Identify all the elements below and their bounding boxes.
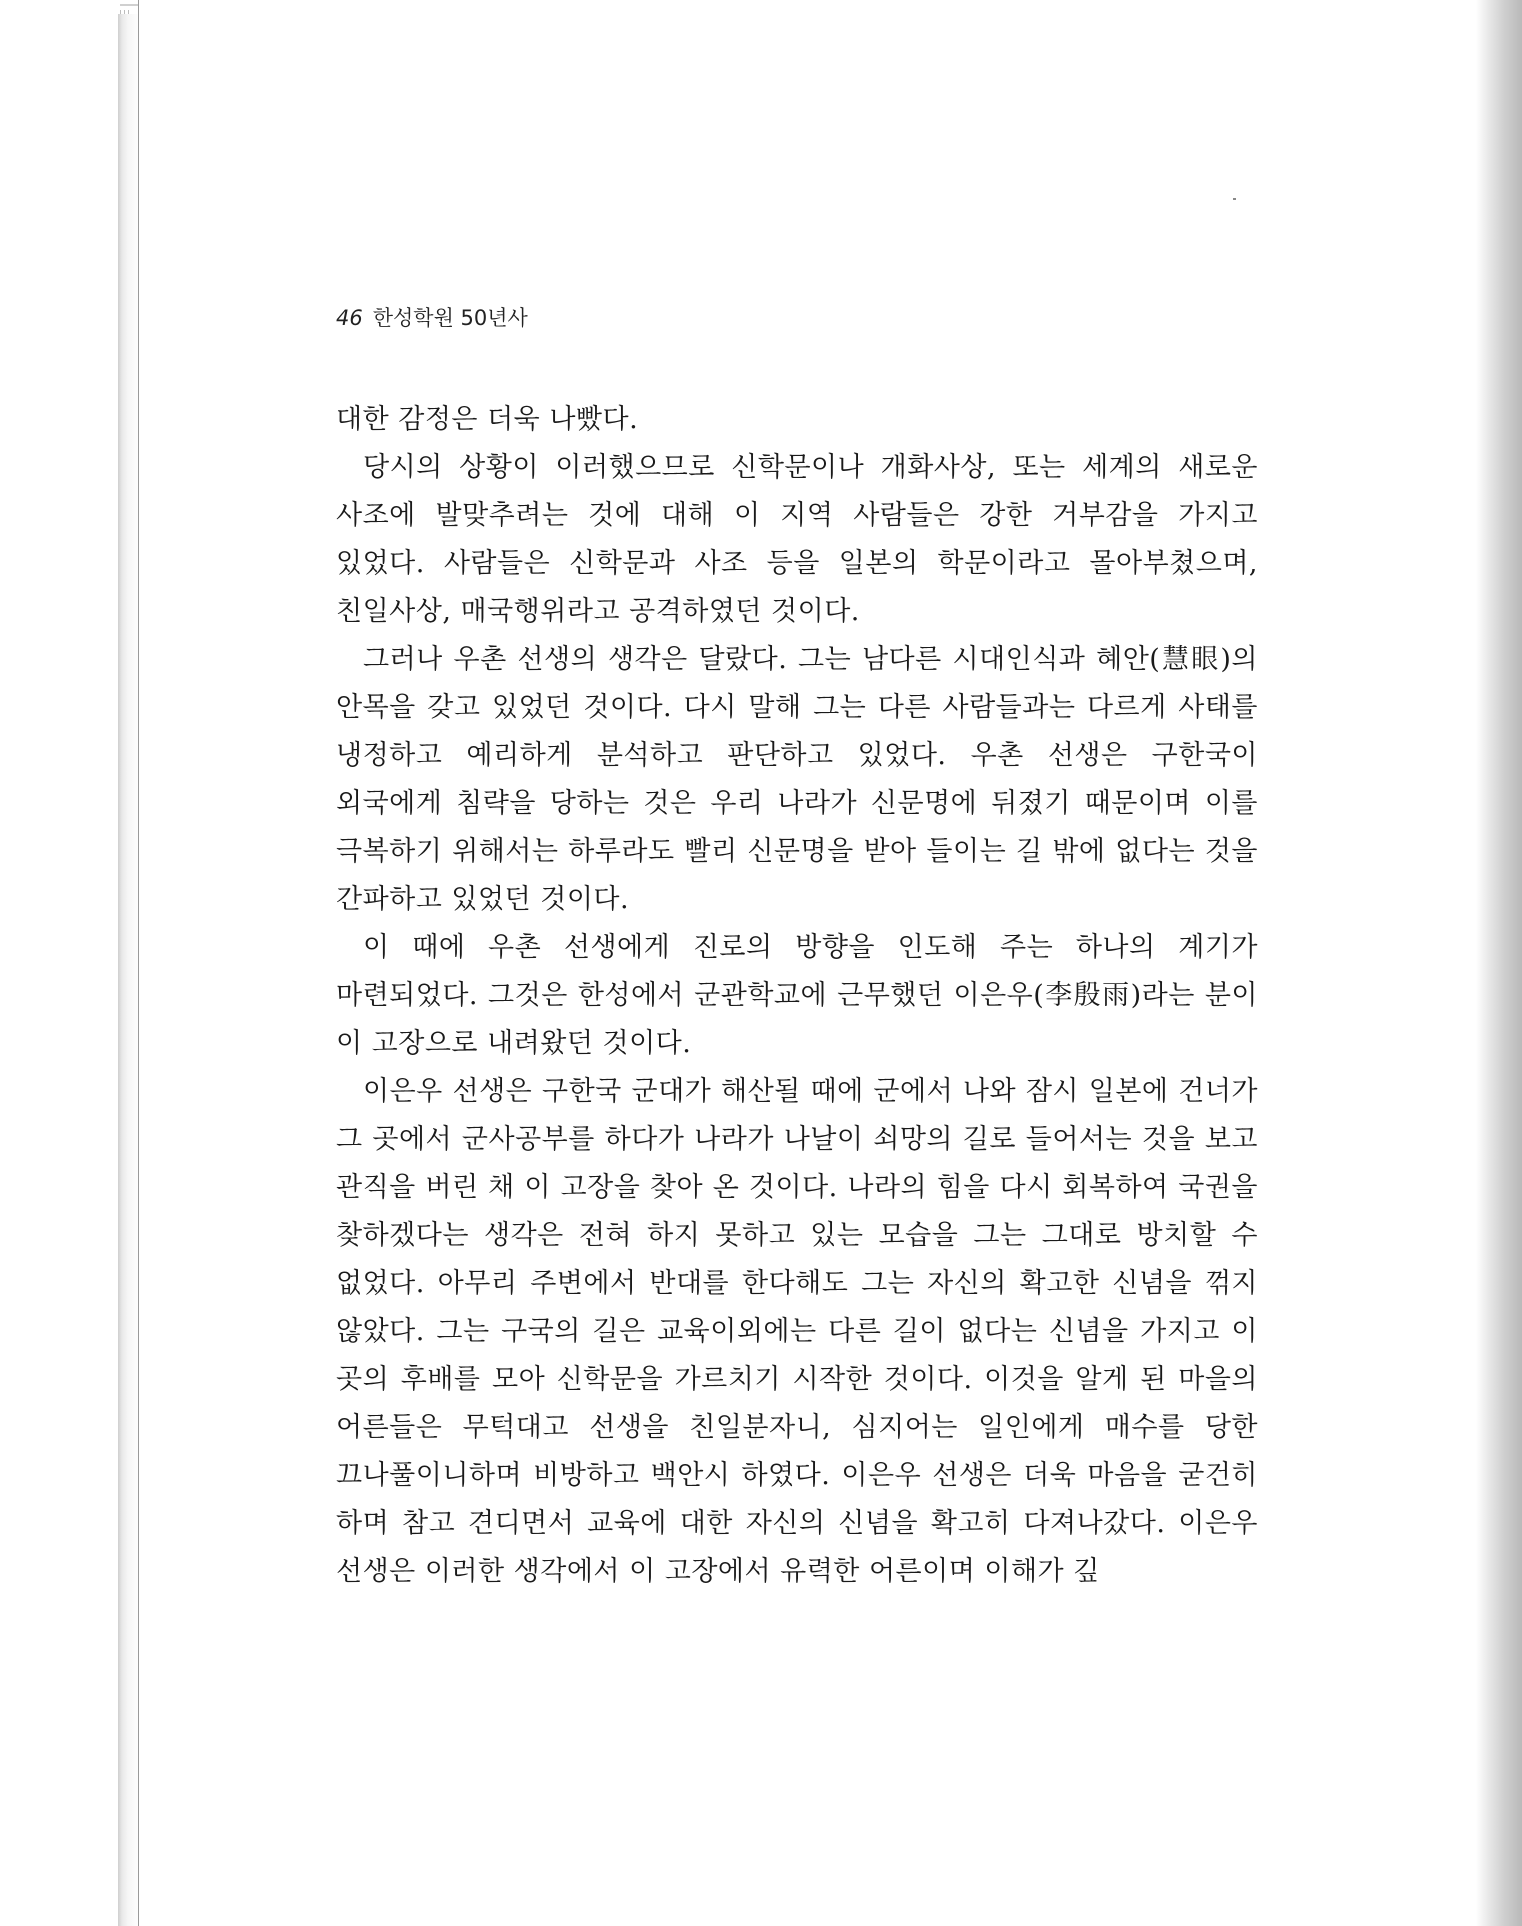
body-text [336,396,1258,1596]
page-right-shadow [1476,0,1522,1926]
scan-speck [1233,198,1236,200]
paragraph: 당시의 상황이 이러했으므로 신학문이나 개화사상, 또는 세계의 새로운 사조에 발맞추려는 것에 대해 이 지역 사람들은 강한 거부감을 가지고 있었다. 사람들은 신학문과 사조 등을 일본의 학문이라고 몰아부쳤으며, 친일사상, 매국행위라고 공격하였던 것이다. [336,452,1258,627]
running-head [336,302,528,332]
paragraph: 이 때에 우촌 선생에게 진로의 방향을 인도해 주는 하나의 계기가 마련되었다. 그것은 한성에서 군관학교에 근무했던 이은우(李殷雨)라는 분이 이 고장으로 내려왔던 것이다. [336,932,1258,1059]
book-title: 한성학원 50년사 [372,306,528,330]
page-number: 46 [336,306,363,330]
paragraph: 이은우 선생은 구한국 군대가 해산될 때에 군에서 나와 잠시 일본에 건너가 그 곳에서 군사공부를 하다가 나라가 나날이 쇠망의 길로 들어서는 것을 보고 관직을 버린 채 이 고장을 찾아 온 것이다. 나라의 힘을 다시 회복하여 국권을 찾하겠다는 생각은 전혀 하지 못하고 있는 모습을 그는 그대로 방치할 수 없었다. 아무리 주변에서 반대를 한다해도 그는 자신의 확고한 신념을 꺾지 않았다. 그는 구국의 길은 교육이외에는 다른 길이 없다는 신념을 가지고 이 곳의 후배를 모아 신학문을 가르치기 시작한 것이다. 이것을 알게 된 마을의 어른들은 무턱대고 선생을 친일분자니, 심지어는 일인에게 매수를 당한 끄나풀이니하며 비방하고 백안시 하였다. 이은우 선생은 더욱 마음을 굳건히 하며 참고 견디면서 교육에 대한 자신의 신념을 확고히 다져나갔다. 이은우 선생은 이러한 생각에서 이 고장에서 유력한 어른이며 이해가 깊 [336,1076,1258,1587]
page-stack-edge [118,14,140,1926]
paragraph: 그러나 우촌 선생의 생각은 달랐다. 그는 남다른 시대인식과 혜안(慧眼)의 안목을 갖고 있었던 것이다. 다시 말해 그는 다른 사람들과는 다르게 사태를 냉정하고 예리하게 분석하고 판단하고 있었다. 우촌 선생은 구한국이 외국에게 침략을 당하는 것은 우리 나라가 신문명에 뒤졌기 때문이며 이를 극복하기 위해서는 하루라도 빨리 신문명을 받아 들이는 길 밖에 없다는 것을 간파하고 있었던 것이다. [336,644,1258,915]
paragraph: 대한 감정은 더욱 나빴다. [336,404,639,435]
